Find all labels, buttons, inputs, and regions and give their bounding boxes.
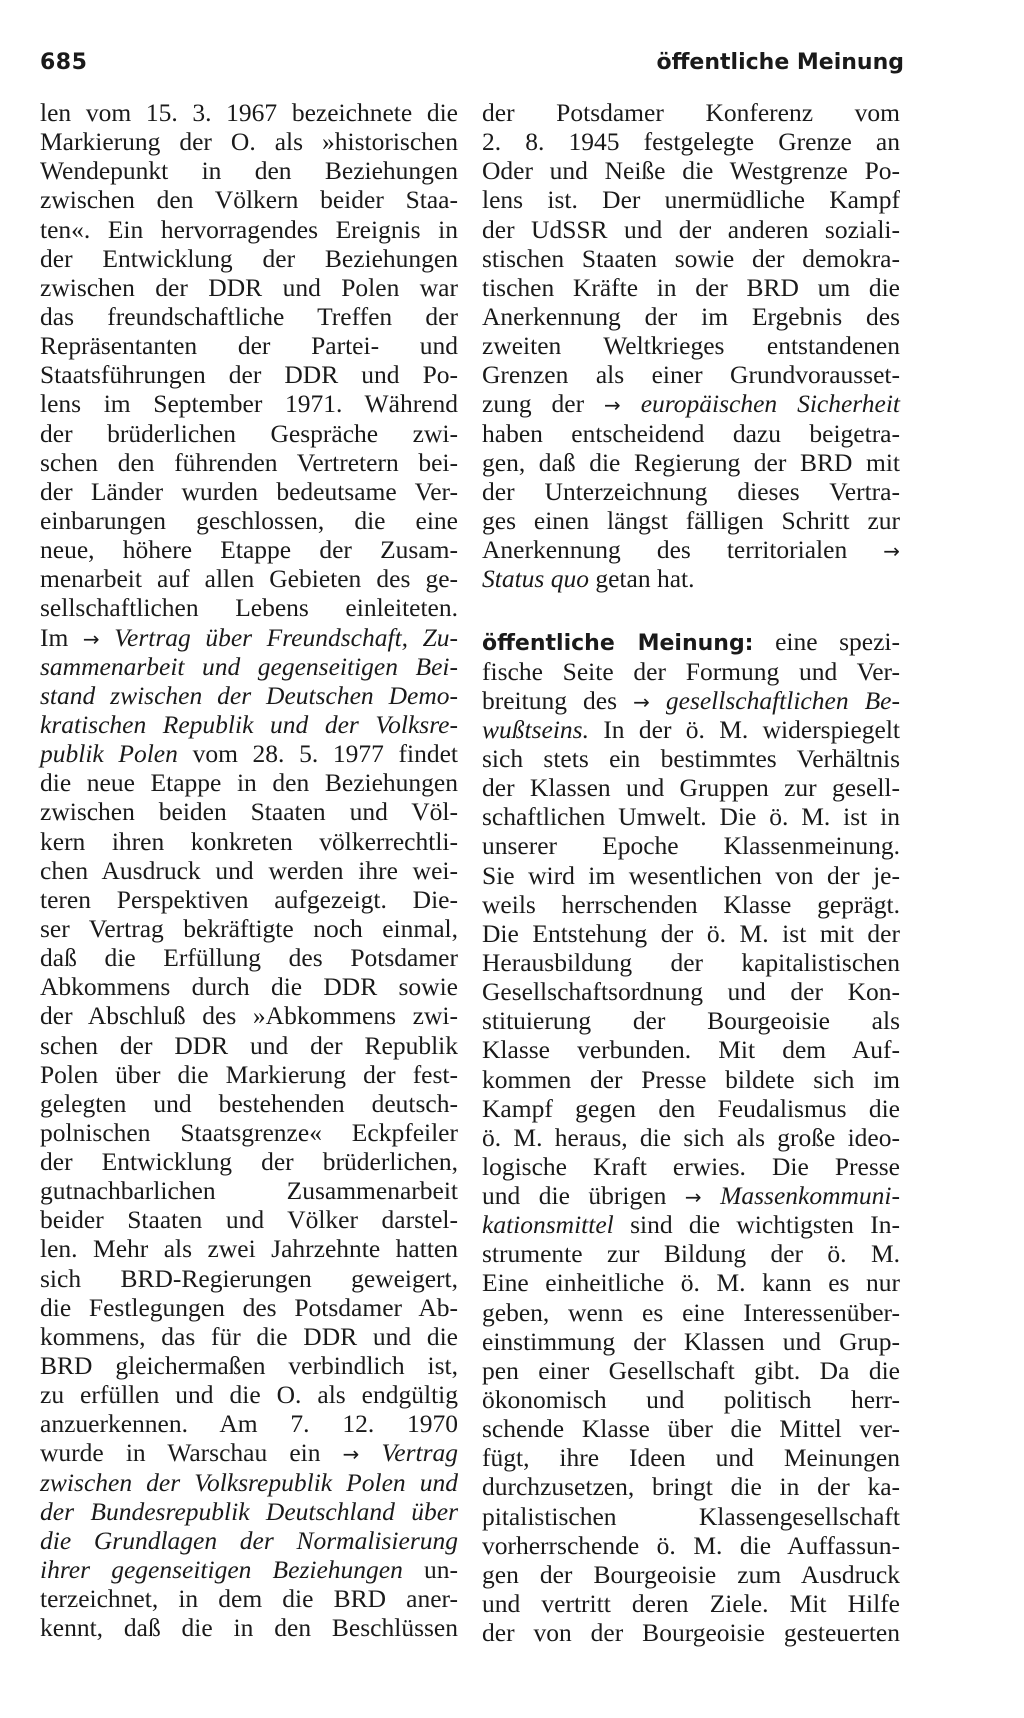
text-line: der Entwicklung der brüderlichen, bbox=[40, 1147, 458, 1177]
text-line: zwischen der DDR und Polen war bbox=[40, 272, 458, 302]
text-line: BRD gleichermaßen verbindlich ist, bbox=[40, 1351, 458, 1381]
entry-lemma: öffentliche Meinung: bbox=[482, 631, 754, 657]
text-line bbox=[482, 564, 900, 593]
cross-reference-link[interactable]: kationsmittel bbox=[482, 1210, 614, 1240]
text-line: fügt, ihre Ideen und Meinungen bbox=[482, 1443, 900, 1473]
text-line: der Länder wurden bedeutsame Ver- bbox=[40, 476, 458, 506]
cross-reference-link[interactable]: Vertrag bbox=[381, 1438, 459, 1468]
text-line: stischen Staaten sowie der demokra- bbox=[482, 243, 900, 273]
right-column bbox=[482, 98, 900, 1647]
text-line bbox=[482, 389, 900, 418]
text-line bbox=[482, 686, 900, 715]
text-line: geben, wenn es eine Interessenüber- bbox=[482, 1297, 900, 1327]
cross-reference-line[interactable]: kratischen Republik und der Volksre- bbox=[40, 709, 458, 739]
cross-reference-arrow-icon: → bbox=[633, 689, 650, 714]
text-line: der Potsdamer Konferenz vom bbox=[482, 98, 900, 127]
text-line: zwischen beiden Staaten und Völ- bbox=[40, 797, 458, 827]
cross-reference-arrow-icon: → bbox=[883, 539, 900, 564]
text-line: einbarungen geschlossen, die eine bbox=[40, 505, 458, 535]
text-line: das freundschaftliche Treffen der bbox=[40, 301, 458, 331]
text-segment: wurde in Warschau ein bbox=[40, 1438, 321, 1468]
text-line: Klasse verbunden. Mit dem Auf- bbox=[482, 1035, 900, 1065]
cross-reference-arrow-icon: → bbox=[684, 1185, 702, 1210]
text-line: anzuerkennen. Am 7. 12. 1970 bbox=[40, 1409, 458, 1439]
text-line: chen Ausdruck und werden ihre wei- bbox=[40, 855, 458, 885]
cross-reference-link[interactable]: Status quo bbox=[482, 564, 589, 594]
text-line: fische Seite der Formung und Ver- bbox=[482, 656, 900, 686]
text-line: Grenzen als einer Grundvorausset- bbox=[482, 360, 900, 390]
text-line: der brüderlichen Gespräche zwi- bbox=[40, 418, 458, 448]
text-line bbox=[40, 1438, 458, 1467]
text-line: der Unterzeichnung dieses Vertra- bbox=[482, 476, 900, 506]
cross-reference-arrow-icon: → bbox=[342, 1442, 360, 1467]
text-line: der Entwicklung der Beziehungen bbox=[40, 243, 458, 273]
text-line: Markierung der O. als »historischen bbox=[40, 127, 458, 157]
text-segment: zung der bbox=[482, 389, 585, 419]
cross-reference-link[interactable]: Vertrag über Freundschaft, Zu- bbox=[114, 622, 459, 652]
text-segment: In der ö. M. widerspiegelt bbox=[603, 714, 900, 744]
text-line: ö. M. heraus, die sich als große ideo- bbox=[482, 1122, 900, 1152]
text-line: gen, daß die Regierung der BRD mit bbox=[482, 447, 900, 477]
text-line: ges einen längst fälligen Schritt zur bbox=[482, 505, 900, 535]
text-line: ökonomisch und politisch herr- bbox=[482, 1385, 900, 1415]
text-line: gelegten und bestehenden deutsch- bbox=[40, 1088, 458, 1118]
cross-reference-link[interactable]: publik Polen bbox=[40, 739, 178, 769]
text-line: kommen der Presse bildete sich im bbox=[482, 1064, 900, 1094]
text-line: unserer Epoche Klassenmeinung. bbox=[482, 831, 900, 861]
cross-reference-line[interactable]: sammenarbeit und gegenseitigen Bei- bbox=[40, 651, 458, 681]
text-line bbox=[40, 1555, 458, 1584]
text-segment: sind die wichtigsten In- bbox=[630, 1210, 900, 1240]
text-line: Gesellschaftsordnung und der Kon- bbox=[482, 977, 900, 1007]
text-line: Eine einheitliche ö. M. kann es nur bbox=[482, 1268, 900, 1298]
text-segment: Anerkennung des territorialen bbox=[482, 535, 848, 565]
text-line: durchzusetzen, bringt die in der ka- bbox=[482, 1472, 900, 1502]
text-line: schen der DDR und der Republik bbox=[40, 1030, 458, 1060]
text-line: terzeichnet, in dem die BRD aner- bbox=[40, 1584, 458, 1614]
text-line: kommens, das für die DDR und die bbox=[40, 1321, 458, 1351]
text-line: Anerkennung der im Ergebnis des bbox=[482, 301, 900, 331]
text-line: 2. 8. 1945 festgelegte Grenze an bbox=[482, 127, 900, 157]
text-line: kern ihren konkreten völkerrechtli- bbox=[40, 826, 458, 856]
text-line: zweiten Weltkrieges entstandenen bbox=[482, 331, 900, 361]
text-line: Herausbildung der kapitalistischen bbox=[482, 947, 900, 977]
text-line: der Klassen und Gruppen zur gesell- bbox=[482, 773, 900, 803]
text-line: Abkommens durch die DDR sowie bbox=[40, 972, 458, 1002]
text-line: Wendepunkt in den Beziehungen bbox=[40, 156, 458, 186]
running-head: öffentliche Meinung bbox=[656, 50, 904, 75]
text-line: vorherrschende ö. M. die Auffassun- bbox=[482, 1530, 900, 1560]
text-segment: Im bbox=[40, 622, 69, 652]
entry-separator bbox=[482, 593, 900, 627]
text-line: Repräsentanten der Partei- und bbox=[40, 331, 458, 361]
text-line: schende Klasse über die Mittel ver- bbox=[482, 1414, 900, 1444]
text-line: polnischen Staatsgrenze« Eckpfeiler bbox=[40, 1117, 458, 1147]
cross-reference-arrow-icon: → bbox=[82, 626, 100, 651]
cross-reference-link[interactable]: ihrer gegenseitigen Beziehungen bbox=[40, 1555, 403, 1585]
text-line: und vertritt deren Ziele. Mit Hilfe bbox=[482, 1589, 900, 1619]
text-segment: vom 28. 5. 1977 findet bbox=[192, 739, 459, 769]
text-segment: eine spezi- bbox=[775, 627, 901, 657]
text-line: schaftlichen Umwelt. Die ö. M. ist in bbox=[482, 802, 900, 832]
text-line: die neue Etappe in den Beziehungen bbox=[40, 768, 458, 798]
text-line: Polen über die Markierung der fest- bbox=[40, 1059, 458, 1089]
text-line bbox=[482, 715, 900, 744]
page-header bbox=[40, 50, 904, 80]
text-line bbox=[40, 623, 458, 652]
text-line: len vom 15. 3. 1967 bezeichnete die bbox=[40, 98, 458, 127]
text-line: gutnachbarlichen Zusammenarbeit bbox=[40, 1176, 458, 1206]
cross-reference-link[interactable]: europäischen Sicherheit bbox=[640, 389, 900, 419]
text-line bbox=[482, 1181, 900, 1210]
page-number: 685 bbox=[40, 50, 88, 75]
cross-reference-link[interactable]: Massenkommuni- bbox=[720, 1181, 901, 1211]
text-line bbox=[40, 739, 458, 768]
cross-reference-line[interactable]: die Grundlagen der Normalisierung bbox=[40, 1525, 458, 1555]
text-line: sich BRD-Regierungen geweigert, bbox=[40, 1263, 458, 1293]
text-line: stituierung der Bourgeoisie als bbox=[482, 1006, 900, 1036]
text-line bbox=[482, 1210, 900, 1239]
text-line: die Festlegungen des Potsdamer Ab- bbox=[40, 1292, 458, 1322]
text-line: tischen Kräfte in der BRD um die bbox=[482, 272, 900, 302]
cross-reference-line[interactable]: zwischen der Volksrepublik Polen und bbox=[40, 1467, 458, 1497]
text-line: kennt, daß die in den Beschlüssen bbox=[40, 1613, 458, 1643]
cross-reference-link[interactable]: wußtseins. bbox=[482, 714, 589, 744]
cross-reference-arrow-icon: → bbox=[604, 393, 621, 418]
text-line: lens ist. Der unermüdliche Kampf bbox=[482, 185, 900, 215]
cross-reference-line[interactable]: der Bundesrepublik Deutschland über bbox=[40, 1496, 458, 1526]
text-line bbox=[482, 535, 900, 564]
text-line: Staatsführungen der DDR und Po- bbox=[40, 360, 458, 390]
text-line: logische Kraft erwies. Die Presse bbox=[482, 1151, 900, 1181]
cross-reference-line[interactable]: stand zwischen der Deutschen Demo- bbox=[40, 680, 458, 710]
text-line: lens im September 1971. Während bbox=[40, 389, 458, 419]
text-line: Kampf gegen den Feudalismus die bbox=[482, 1093, 900, 1123]
cross-reference-link[interactable]: gesellschaftlichen Be- bbox=[665, 685, 900, 715]
text-line: sich stets ein bestimmtes Verhältnis bbox=[482, 743, 900, 773]
text-line: len. Mehr als zwei Jahrzehnte hatten bbox=[40, 1234, 458, 1264]
text-line: sellschaftlichen Lebens einleiteten. bbox=[40, 593, 458, 623]
text-line: daß die Erfüllung des Potsdamer bbox=[40, 943, 458, 973]
text-line: zu erfüllen und die O. als endgültig bbox=[40, 1380, 458, 1410]
text-line: ten«. Ein hervorragendes Ereignis in bbox=[40, 214, 458, 244]
text-line: weils herrschenden Klasse geprägt. bbox=[482, 889, 900, 919]
text-segment: breitung des bbox=[482, 685, 618, 715]
text-line: einstimmung der Klassen und Grup- bbox=[482, 1326, 900, 1356]
text-line: ser Vertrag bekräftigte noch einmal, bbox=[40, 913, 458, 943]
text-line: gen der Bourgeoisie zum Ausdruck bbox=[482, 1559, 900, 1589]
text-line: der Abschluß des »Abkommens zwi- bbox=[40, 1001, 458, 1031]
text-line: strumente zur Bildung der ö. M. bbox=[482, 1239, 900, 1269]
text-line: Oder und Neiße die Westgrenze Po- bbox=[482, 156, 900, 186]
text-line: der von der Bourgeoisie gesteuerten bbox=[482, 1618, 900, 1648]
text-segment: getan hat. bbox=[595, 564, 695, 594]
text-line: pitalistischen Klassengesellschaft bbox=[482, 1501, 900, 1531]
text-line: zwischen den Völkern beider Staa- bbox=[40, 185, 458, 215]
text-segment: und die übrigen bbox=[482, 1181, 667, 1211]
text-line: menarbeit auf allen Gebieten des ge- bbox=[40, 564, 458, 594]
text-line: Die Entstehung der ö. M. ist mit der bbox=[482, 918, 900, 948]
text-line: Sie wird im wesentlichen von der je- bbox=[482, 860, 900, 890]
text-line: teren Perspektiven aufgezeigt. Die- bbox=[40, 884, 458, 914]
text-line: pen einer Gesellschaft gibt. Da die bbox=[482, 1355, 900, 1385]
text-line: der UdSSR und der anderen soziali- bbox=[482, 214, 900, 244]
left-column bbox=[40, 98, 458, 1642]
text-line: neue, höhere Etappe der Zusam- bbox=[40, 535, 458, 565]
text-line: beider Staaten und Völker darstel- bbox=[40, 1205, 458, 1235]
text-line: schen den führenden Vertretern bei- bbox=[40, 447, 458, 477]
text-segment: un- bbox=[424, 1555, 459, 1585]
text-line: haben entscheidend dazu beigetra- bbox=[482, 418, 900, 448]
entry-headline bbox=[482, 627, 900, 656]
